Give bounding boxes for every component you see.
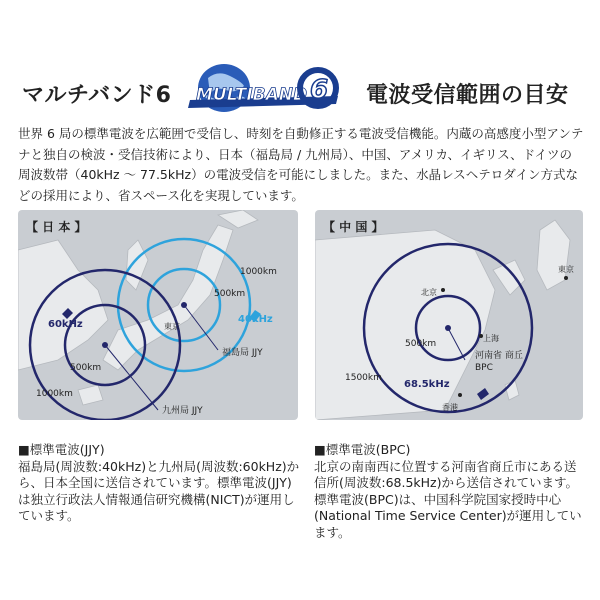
china-caption-title: ■標準電波(BPC) (314, 442, 411, 457)
japan-map (18, 210, 298, 420)
hongkong-marker (458, 393, 462, 397)
japan-map-graphic (18, 210, 298, 420)
japan-map-tag: 【 日 本 】 (26, 220, 87, 234)
japan-caption-body: 福島局(周波数:40kHz)と九州局(周波数:60kHz)から、日本全国に送信されています。標準電波(JJY)は独立行政法人情報通信研究機構(NICT)が運用しています。 (18, 458, 300, 523)
label-500km-top: 500km (214, 289, 246, 299)
logo-number: 6 (310, 75, 329, 105)
label-60khz: 60kHz (48, 319, 83, 330)
product-title: マルチバンド6 (22, 83, 172, 108)
china-map-graphic (315, 210, 583, 420)
label-1000km-left: 1000km (36, 389, 73, 399)
label-tokyo: 東京 (164, 322, 180, 331)
label-40khz: 40kHz (238, 314, 273, 325)
label-500km-cn: 500km (405, 339, 437, 349)
label-tokyo-cn: 東京 (558, 265, 574, 274)
label-1000km-top: 1000km (240, 267, 277, 277)
beijing-marker (441, 288, 445, 292)
reception-range-title: 電波受信範囲の目安 (366, 83, 569, 108)
japan-caption (18, 442, 300, 525)
logo-text: MULTIBAND (196, 85, 308, 105)
label-685khz: 68.5kHz (404, 379, 450, 390)
china-map-tag: 【 中 国 】 (323, 220, 384, 234)
label-henan-shangqiu: 河南省 商丘 (475, 351, 523, 361)
japan-caption-title: ■標準電波(JJY) (18, 442, 105, 457)
label-1500km: 1500km (345, 373, 382, 383)
label-500km-left: 500km (70, 363, 102, 373)
intro-paragraph: 世界 6 局の標準電波を広範囲で受信し、時刻を自動修正する電波受信機能。内蔵の高感度小型アンテナと独自の検波・受信技術により、日本（福島局 / 九州局）、中国、アメリカ、イギリス、ドイツの周波数帯（40kHz ～ 77.5kHz）の電波受信を可能にしました。また、水晶レスヘテロダイン方式などの採用により、省スペース化を実現しています。 (18, 126, 584, 203)
china-caption-body: 北京の南南西に位置する河南省商丘市にある送信所(周波数:68.5kHz)から送信されています。標準電波(BPC)は、中国科学院国家授時中心(National Time Service Center)が運用しています。 (314, 458, 582, 540)
multiband-logo (178, 60, 348, 120)
header (0, 0, 600, 125)
label-fukushima-jjy: 福島局 JJY (222, 348, 263, 358)
china-caption (314, 442, 586, 541)
label-hongkong: 香港 (442, 403, 458, 412)
label-shanghai: 上海 (483, 334, 499, 343)
label-beijing: 北京 (421, 288, 437, 297)
label-kyushu-jjy: 九州局 JJY (162, 406, 203, 416)
tokyo-marker (564, 276, 568, 280)
china-map (315, 210, 583, 420)
label-bpc: BPC (475, 363, 493, 373)
